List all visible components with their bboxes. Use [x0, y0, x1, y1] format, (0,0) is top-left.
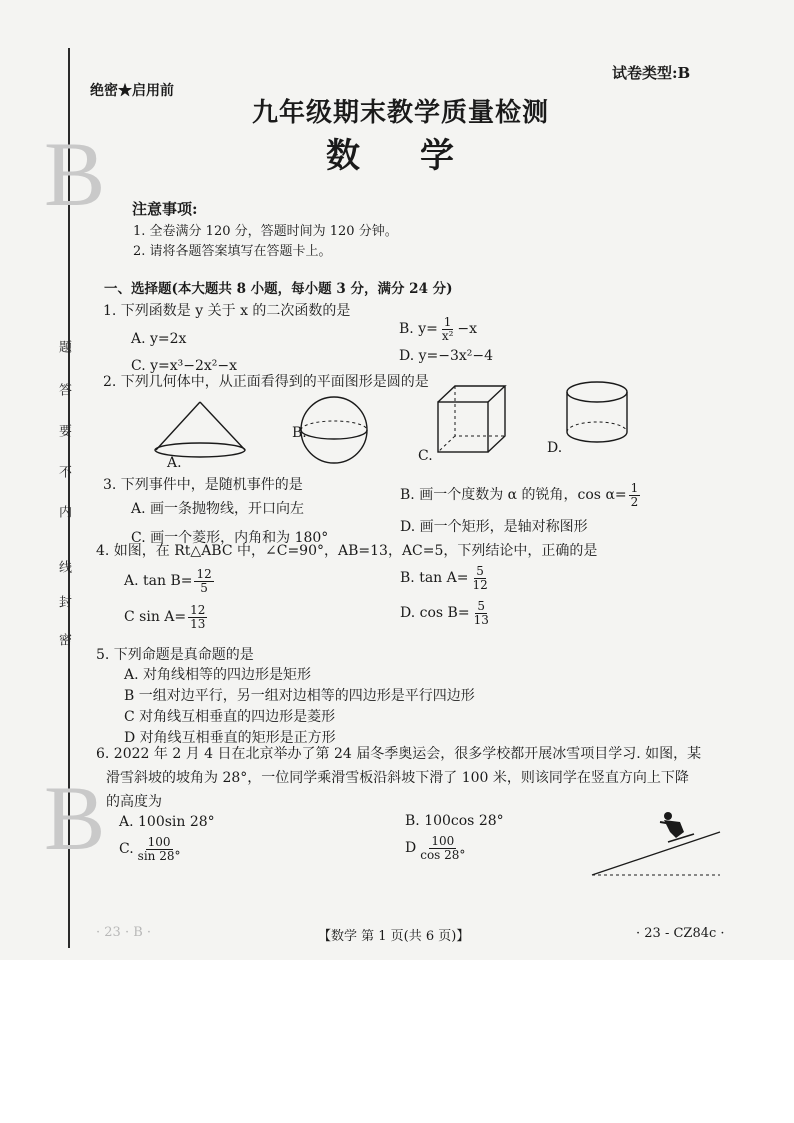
side-char-8: 密 — [56, 633, 71, 646]
notes-heading: 注意事项: — [132, 200, 198, 218]
watermark-b-bottom: B — [44, 767, 106, 869]
side-char-6: 线 — [56, 560, 71, 573]
note-1: 1. 全卷满分 120 分，答题时间为 120 分钟。 — [133, 224, 398, 239]
footer-center: 【数学 第 1 页(共 6 页)】 — [318, 929, 470, 944]
q2-option-b: B. — [292, 425, 307, 441]
q1-option-d: D. y=−3x²−4 — [399, 348, 494, 364]
q2-option-d: D. — [547, 440, 563, 456]
q3-option-b: B. 画一个度数为 α 的锐角，cos α= $\frac{1}{2}$ — [400, 481, 639, 509]
watermark-b-top: B — [44, 123, 106, 225]
footer-right: · 23 - CZ84c · — [636, 926, 725, 941]
q6-line2: 滑雪斜坡的坡角为 28°，一位同学乘滑雪板沿斜坡下滑了 100 米，则该同学在竖直方向上下降 — [106, 770, 689, 786]
secret-tag: 绝密★启用前 — [90, 83, 174, 99]
q4-option-b: B. tan A= $\frac{5}{12}$ — [400, 564, 488, 592]
q3-option-c: C. 画一个菱形，内角和为 180° — [131, 530, 329, 546]
q6-option-c: C. $\frac{100}{\sin 28^\circ}$ — [119, 835, 181, 863]
section-heading: 一、选择题(本大题共 8 小题，每小题 3 分，满分 24 分) — [104, 281, 453, 297]
cylinder-figure — [565, 380, 635, 442]
q2-stem: 2. 下列几何体中，从正面看得到的平面图形是圆的是 — [103, 374, 429, 390]
q1-option-a: A. y=2x — [131, 331, 187, 347]
paper-type: 试卷类型:B — [612, 64, 691, 82]
q2-option-c: C. — [418, 448, 433, 464]
footer-left: · 23 · B · — [96, 925, 152, 940]
q1-stem: 1. 下列函数是 y 关于 x 的二次函数的是 — [103, 303, 351, 319]
q5-option-d: D 对角线互相垂直的矩形是正方形 — [124, 730, 336, 746]
side-char-3: 要 — [56, 424, 71, 437]
q1-option-b: B. y= $\frac{1}{\text{x²}}$ −x — [399, 315, 478, 343]
side-char-2: 答 — [56, 383, 71, 396]
cone-figure — [150, 400, 260, 460]
side-char-4: 不 — [56, 465, 71, 478]
q1-option-c: C. y=x³−2x²−x — [131, 358, 238, 374]
q6-option-b: B. 100cos 28° — [405, 813, 504, 829]
q3-option-d: D. 画一个矩形，是轴对称图形 — [400, 519, 588, 535]
q5-option-b: B 一组对边平行，另一组对边相等的四边形是平行四边形 — [124, 688, 475, 704]
q6-line1: 6. 2022 年 2 月 4 日在北京举办了第 24 届冬季奥运会，很多学校都开展冰雪项目学习. 如图，某 — [96, 746, 702, 762]
skier-icon — [660, 812, 694, 842]
q5-stem: 5. 下列命题是真命题的是 — [96, 647, 254, 663]
side-char-5: 内 — [56, 505, 71, 518]
side-char-7: 封 — [56, 595, 71, 608]
q4-option-d: D. cos B= $\frac{5}{13}$ — [400, 599, 489, 627]
q5-option-c: C 对角线互相垂直的四边形是菱形 — [124, 709, 336, 725]
q6-option-a: A. 100sin 28° — [119, 814, 215, 830]
q4-option-a: A. tan B= $\frac{12}{5}$ — [124, 567, 212, 595]
q5-option-a: A. 对角线相等的四边形是矩形 — [124, 667, 312, 683]
note-2: 2. 请将各题答案填写在答题卡上。 — [133, 244, 332, 259]
cube-figure — [437, 385, 517, 455]
q6-option-d: D $\frac{100}{\cos 28^\circ}$ — [405, 834, 466, 862]
q4-option-c: C sin A= $\frac{12}{13}$ — [124, 603, 206, 631]
q2-option-a: A. — [167, 455, 182, 471]
q4-stem: 4. 如图，在 Rt△ABC 中，∠C=90°，AB=13，AC=5，下列结论中，正确的是 — [96, 543, 598, 559]
q3-stem: 3. 下列事件中，是随机事件的是 — [103, 477, 303, 493]
ski-slope-figure — [588, 810, 728, 880]
sphere-figure — [298, 395, 378, 467]
side-char-1: 题 — [56, 340, 71, 353]
q6-line3: 的高度为 — [106, 794, 162, 810]
subject-title: 数学 — [326, 136, 514, 176]
exam-title: 九年级期末教学质量检测 — [252, 98, 550, 128]
q3-option-a: A. 画一条抛物线，开口向左 — [131, 501, 305, 517]
